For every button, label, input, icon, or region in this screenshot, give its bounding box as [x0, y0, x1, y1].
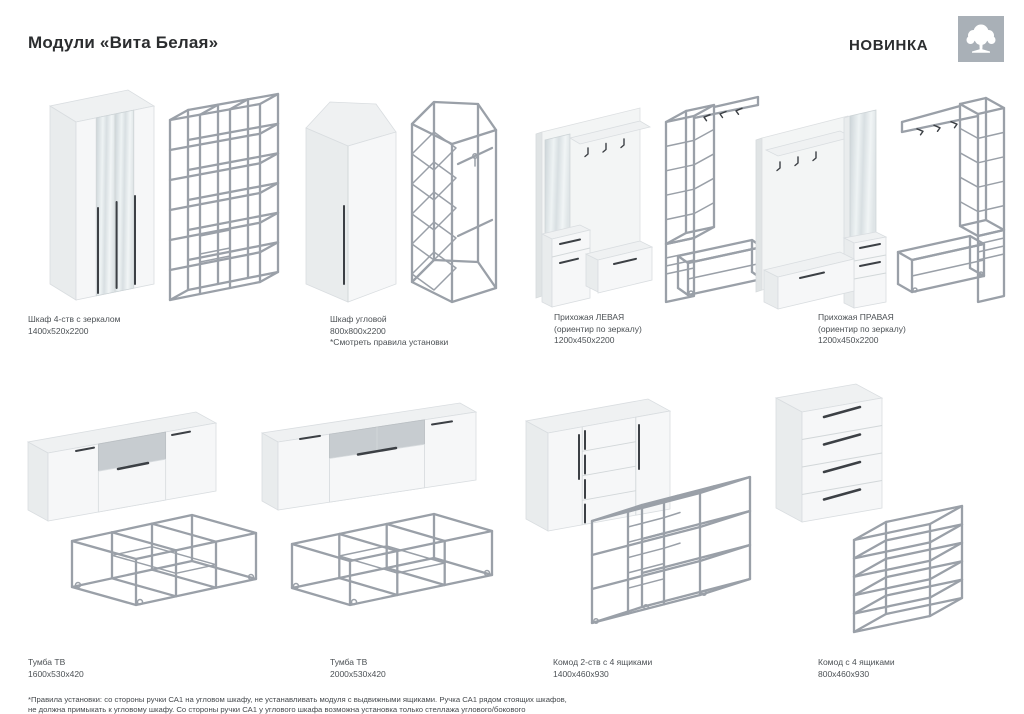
product-card-label	[28, 314, 238, 337]
product-subtitle: (ориентир по зеркалу)	[554, 323, 642, 334]
product-subtitle: (ориентир по зеркалу)	[818, 323, 906, 334]
hallway-left-illustration	[528, 86, 763, 310]
product-name: Тумба ТВ	[28, 657, 66, 667]
product-dims: 800х460х930	[818, 668, 870, 679]
product-dims: 1200х450х2200	[554, 335, 615, 345]
product-dims: 1600х530х420	[28, 668, 84, 679]
product-card-label	[818, 657, 1024, 680]
product-name: Прихожая ПРАВАЯ	[818, 312, 894, 322]
product-note: *Смотреть правила установки	[330, 337, 449, 347]
product-name: Прихожая ЛЕВАЯ	[554, 312, 625, 322]
product-name: Комод 2-ств с 4 ящиками	[553, 657, 653, 667]
chest-2door-4drawer-illustration	[518, 393, 758, 645]
product-dims: 1200х450х2200	[818, 335, 879, 345]
product-card-label	[818, 312, 1024, 347]
product-card-label	[330, 657, 540, 680]
product-dims: 1400х520х2200	[28, 325, 89, 336]
product-card-label	[554, 312, 764, 347]
tv-stand-2000-illustration	[258, 398, 498, 645]
installation-note	[28, 695, 788, 714]
product-card-label	[330, 314, 540, 349]
tree-logo-icon	[958, 16, 1004, 62]
chest-4drawer-illustration	[768, 382, 973, 644]
product-dims: 1400х460х930	[553, 668, 609, 679]
product-name: Шкаф 4-ств с зеркалом	[28, 314, 121, 324]
product-dims: 2000х530х420	[330, 668, 386, 679]
product-dims: 800х800х2200	[330, 325, 386, 336]
product-name: Тумба ТВ	[330, 657, 368, 667]
installation-note-line2: не должна примыкать к угловому шкафу. Со стороны ручки СА1 у углового шкафа возможна установка только стеллажа углового/бокового	[28, 704, 526, 714]
wardrobe-4door-illustration	[20, 88, 285, 303]
installation-note-line1: *Правила установки: со стороны ручки СА1 на угловом шкафу, не устанавливать модуля с выдвижными ящиками. Ручка СА1 рядом стоящих шкафов,	[28, 695, 567, 704]
tv-stand-1600-illustration	[20, 405, 270, 645]
product-name: Шкаф угловой	[330, 314, 387, 324]
product-name: Комод с 4 ящиками	[818, 657, 895, 667]
product-card-label	[553, 657, 763, 680]
new-badge: НОВИНКА	[849, 37, 929, 54]
product-card-label	[28, 657, 238, 680]
hallway-right-illustration	[752, 86, 1014, 310]
corner-wardrobe-illustration	[300, 88, 515, 306]
page-title: Модули «Вита Белая»	[28, 33, 219, 52]
